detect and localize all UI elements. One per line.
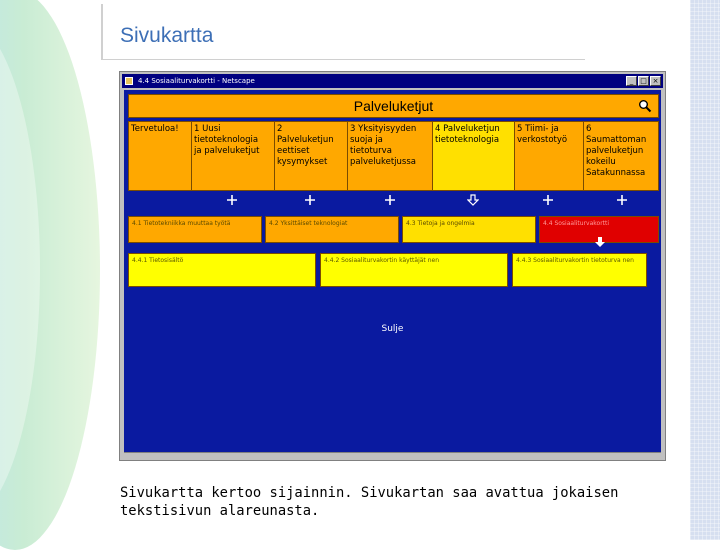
slide-title: Sivukartta xyxy=(120,24,214,47)
title-divider-horizontal xyxy=(101,59,585,60)
subpage-4-4-1[interactable]: 4.4.1 Tietosisältö xyxy=(128,253,316,287)
slide-caption: Sivukartta kertoo sijainnin. Sivukartan saa avattua jokaisen tekstisivun alareunasta. xyxy=(120,485,619,519)
category-5[interactable]: 5 Tiimi- ja verkostotyö xyxy=(514,121,584,191)
subpage-4-4-current[interactable]: 4.4 Sosiaaliturvakortti xyxy=(539,216,659,243)
category-6[interactable]: 6 Saumattoman palveluketjun kokeilu Satakunnassa xyxy=(583,121,659,191)
maximize-button[interactable]: □ xyxy=(638,76,649,86)
window-title: 4.4 Sosiaaliturvakortti - Netscape xyxy=(138,77,255,85)
browser-window xyxy=(119,71,666,461)
close-link[interactable]: Sulje xyxy=(381,324,404,334)
arrow-down-icon xyxy=(594,236,606,248)
minimize-button[interactable]: _ xyxy=(626,76,637,86)
subpage-4-4-3[interactable]: 4.4.3 Sosiaaliturvakortin tietoturva nen xyxy=(512,253,647,287)
app-icon xyxy=(125,77,133,85)
expand-plus-icon[interactable] xyxy=(542,194,554,206)
expand-plus-icon[interactable] xyxy=(616,194,628,206)
category-2[interactable]: 2 Palveluketjun eettiset kysymykset xyxy=(274,121,348,191)
decorative-side-strip xyxy=(690,0,720,540)
close-button[interactable]: × xyxy=(650,76,661,86)
window-titlebar[interactable] xyxy=(122,74,663,88)
subpage-4-4-2[interactable]: 4.4.2 Sosiaaliturvakortin käyttäjät nen xyxy=(320,253,508,287)
arrow-down-outline-icon[interactable] xyxy=(467,194,479,206)
sitemap-header xyxy=(128,94,659,118)
subpage-4-3[interactable]: 4.3 Tietoja ja ongelmia xyxy=(402,216,536,243)
expand-plus-icon[interactable] xyxy=(384,194,396,206)
subpage-4-2[interactable]: 4.2 Yksittäiset teknologiat xyxy=(265,216,399,243)
category-3[interactable]: 3 Yksityisyyden suoja ja tietoturva palveluketjussa xyxy=(347,121,433,191)
category-4[interactable]: 4 Palveluketjun tietoteknologia xyxy=(432,121,515,191)
category-welcome[interactable]: Tervetuloa! xyxy=(128,121,192,191)
subpage-4-1[interactable]: 4.1 Tietotekniikka muuttaa työtä xyxy=(128,216,262,243)
category-1[interactable]: 1 Uusi tietoteknologia ja palveluketjut xyxy=(191,121,275,191)
expand-plus-icon[interactable] xyxy=(304,194,316,206)
sitemap-header-title: Palveluketjut xyxy=(353,98,434,114)
horizontal-scrollbar[interactable] xyxy=(124,452,661,459)
expand-plus-icon[interactable] xyxy=(226,194,238,206)
search-icon[interactable] xyxy=(638,99,652,113)
title-divider-vertical xyxy=(101,4,103,60)
sitemap-content xyxy=(124,90,661,452)
